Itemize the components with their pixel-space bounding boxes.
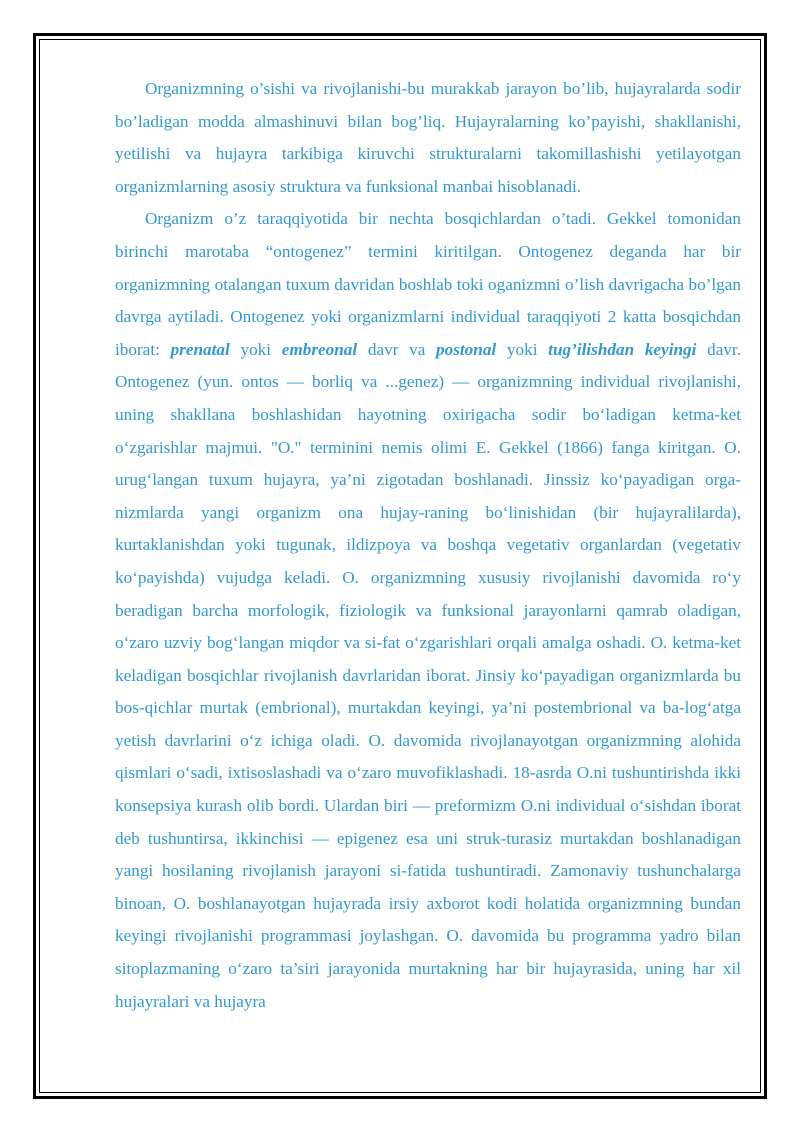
document-body [115, 73, 741, 1018]
term-tugilishdan-keyingi: tug’ilishdan keyingi [548, 339, 697, 359]
term-embreonal: embreonal [281, 339, 358, 359]
paragraph-2-text-5: davr. Ontogenez (yun. ontos — borliq va ...genez) — organizmning individual rivojlanishi, uning shakllana boshlashidan hayotning oxirigacha sodir bo‘ladigan ketma-ket o‘zgarishlar majmui. "O." terminini nemis olimi E. Gekkel (1866) fanga kiritgan. O. urug‘langan tuxum hujayra, ya’ni zigotadan boshlanadi. Jinssiz ko‘payadigan orga-nizmlarda yangi organizm ona hujay-raning bo‘linishidan (bir hujayralilarda), kurtaklanishdan yoki tugunak, ildizpoya va boshqa vegetativ organlardan (vegetativ ko‘payishda) vujudga keladi. O. organizmning xususiy rivojlanishi davomida ro‘y beradigan barcha morfologik, fiziologik va funksional jarayonlarni qamrab oladigan, o‘zaro uzviy bog‘langan miqdor va si-fat o‘zgarishlari orqali amalga oshadi. O. ketma-ket keladigan bosqichlar rivojlanish davrlaridan iborat. Jinsiy ko‘payadigan organizmlarda bu bos-qichlar murtak (embrional), murtakdan keyingi, ya’ni postembrional va ba-log‘atga yetish davrlarini o‘z ichiga oladi. O. davomida rivojlanayotgan organizmning alohida qismlari o‘sadi, ixtisoslashadi va o‘zaro muvofiklashadi. 18-asrda O.ni tushuntirishda ikki konsepsiya kurash olib bordi. Ulardan biri — preformizm O.ni individual o‘sishdan iborat deb tushuntirsa, ikkinchisi — epigenez esa uni struk-turasiz murtakdan boshlanadigan yangi hosilaning rivojlanish jarayoni si-fatida tushuntiradi. Zamonaviy tushunchalarga binoan, O. boshlanayotgan hujayrada irsiy axborot kodi holatida organizmning bundan keyingi rivojlanishi programmasi joylashgan. O. davomida bu programma yadro bilan sitoplazmaning o‘zaro ta’siri jarayonida murtakning har bir hujayrasida, uning har xil hujayralari va hujayra [115, 339, 741, 1011]
paragraph-2-text-2: yoki [229, 339, 282, 359]
paragraph-2 [115, 203, 741, 1018]
term-prenatal: prenatal [170, 339, 230, 359]
term-postonal: postonal [436, 339, 497, 359]
paragraph-2-text-3: davr va [357, 339, 437, 359]
paragraph-1: Organizmning o’sishi va rivojlanishi-bu murakkab jarayon bo’lib, hujayralarda sodir bo’ladigan modda almashinuvi bilan bog’liq. Hujayralarning ko’payishi, shakllanishi, yetilishi va hujayra tarkibiga kiruvchi strukturalarni takomillashishi yetilayotgan organizmlarning asosiy struktura va funksional manbai hisoblanadi. [115, 79, 741, 196]
paragraph-2-text-1: Organizm o’z taraqqiyotida bir nechta bosqichlardan o’tadi. Gekkel tomonidan birinchi marotaba “ontogenez” termini kiritilgan. Ontogenez deganda har bir organizmning otalangan tuxum davridan boshlab toki oganizmni o’lish davrigacha bo’lgan davrga aytiladi. Ontogenez yoki organizmlarni individual taraqqiyoti 2 katta bosqichdan iborat: [115, 209, 741, 359]
paragraph-2-text-4: yoki [496, 339, 549, 359]
